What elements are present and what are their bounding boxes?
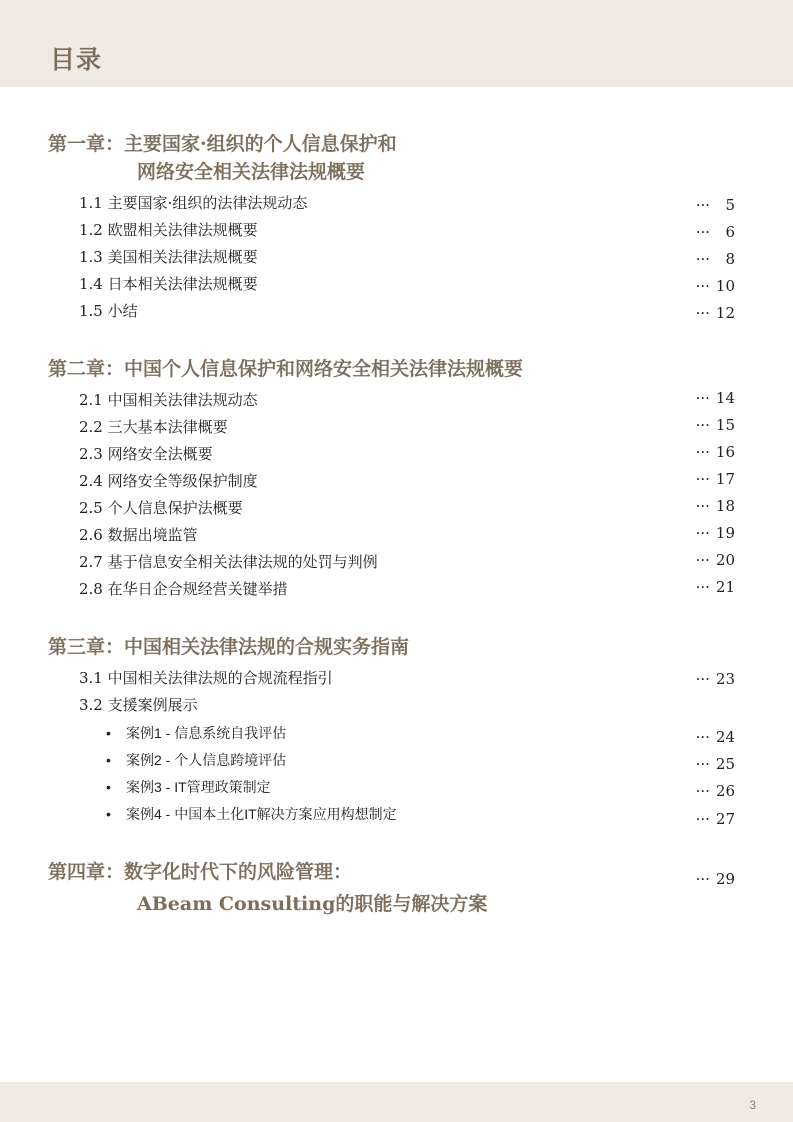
chapter-4-title-line1: 第四章：数字化时代下的风险管理：: [48, 861, 353, 883]
chapter-1-title-line2: 网络安全相关法律法规概要: [137, 161, 366, 183]
footer-band: [0, 1082, 793, 1122]
toc-entry-1-3[interactable]: 1.3 美国相关法律法规概要: [79, 248, 258, 266]
toc-page-2-5: ··· 18: [695, 497, 735, 515]
toc-entry-2-4[interactable]: 2.4 网络安全等级保护制度: [79, 472, 258, 490]
toc-page-1-2: ··· 6: [695, 223, 735, 241]
chapter-3-title: 第三章：中国相关法律法规的合规实务指南: [48, 636, 410, 658]
toc-page-2-8: ··· 21: [695, 578, 735, 596]
chapter-2-title: 第二章：中国个人信息保护和网络安全相关法律法规概要: [48, 358, 524, 380]
toc-entry-1-2[interactable]: 1.2 欧盟相关法律法规概要: [79, 221, 258, 239]
chapter-4-title-line2: ABeam Consulting的职能与解决方案: [137, 893, 488, 915]
toc-page-1-1: ··· 5: [695, 196, 735, 214]
page-title: 目录: [50, 45, 103, 74]
toc-page-1-3: ··· 8: [695, 250, 735, 268]
toc-case-3[interactable]: • 案例3 - IT管理政策制定: [106, 779, 271, 795]
toc-entry-1-1[interactable]: 1.1 主要国家·组织的法律法规动态: [79, 194, 308, 212]
toc-page-2-2: ··· 15: [695, 416, 735, 434]
toc-page-2-3: ··· 16: [695, 443, 735, 461]
toc-page-3-1: ··· 23: [695, 670, 735, 688]
bullet-icon: •: [106, 725, 111, 741]
bullet-icon: •: [106, 752, 111, 768]
page-number: 3: [749, 1098, 756, 1112]
toc-case-1[interactable]: • 案例1 - 信息系统自我评估: [106, 725, 287, 741]
chapter-4-heading[interactable]: [48, 858, 487, 918]
toc-entry-2-1[interactable]: 2.1 中国相关法律法规动态: [79, 391, 258, 409]
toc-page-1-5: ··· 12: [695, 304, 735, 322]
chapter-1-heading[interactable]: [48, 130, 397, 186]
toc-entry-2-6[interactable]: 2.6 数据出境监管: [79, 526, 198, 544]
toc-entry-2-3[interactable]: 2.3 网络安全法概要: [79, 445, 213, 463]
toc-entry-2-2[interactable]: 2.2 三大基本法律概要: [79, 418, 228, 436]
toc-entry-3-1[interactable]: 3.1 中国相关法律法规的合规流程指引: [79, 669, 333, 687]
toc-page-2-7: ··· 20: [695, 551, 735, 569]
toc-entry-2-7[interactable]: 2.7 基于信息安全相关法律法规的处罚与判例: [79, 553, 378, 571]
toc-page-2-6: ··· 19: [695, 524, 735, 542]
toc-page-case-2: ··· 25: [695, 755, 735, 773]
chapter-2-heading[interactable]: [48, 355, 523, 383]
toc-case-2[interactable]: • 案例2 - 个人信息跨境评估: [106, 752, 287, 768]
toc-page-2-4: ··· 17: [695, 470, 735, 488]
bullet-icon: •: [106, 779, 111, 795]
toc-entry-3-2[interactable]: 3.2 支援案例展示: [79, 696, 198, 714]
toc-entry-2-5[interactable]: 2.5 个人信息保护法概要: [79, 499, 243, 517]
bullet-icon: •: [106, 806, 111, 822]
toc-page-chapter-4: ··· 29: [695, 870, 735, 888]
toc-case-4[interactable]: • 案例4 - 中国本土化IT解决方案应用构想制定: [106, 806, 397, 822]
header-band: [0, 0, 793, 87]
toc-page-2-1: ··· 14: [695, 389, 735, 407]
toc-page-case-4: ··· 27: [695, 810, 735, 828]
toc-entry-1-5[interactable]: 1.5 小结: [79, 302, 138, 320]
toc-page-case-3: ··· 26: [695, 782, 735, 800]
toc-entry-2-8[interactable]: 2.8 在华日企合规经营关键举措: [79, 580, 288, 598]
toc-page-case-1: ··· 24: [695, 728, 735, 746]
toc-page-1-4: ··· 10: [695, 277, 735, 295]
chapter-1-title-line1: 第一章：主要国家·组织的个人信息保护和: [48, 133, 397, 155]
toc-entry-1-4[interactable]: 1.4 日本相关法律法规概要: [79, 275, 258, 293]
chapter-3-heading[interactable]: [48, 633, 409, 661]
